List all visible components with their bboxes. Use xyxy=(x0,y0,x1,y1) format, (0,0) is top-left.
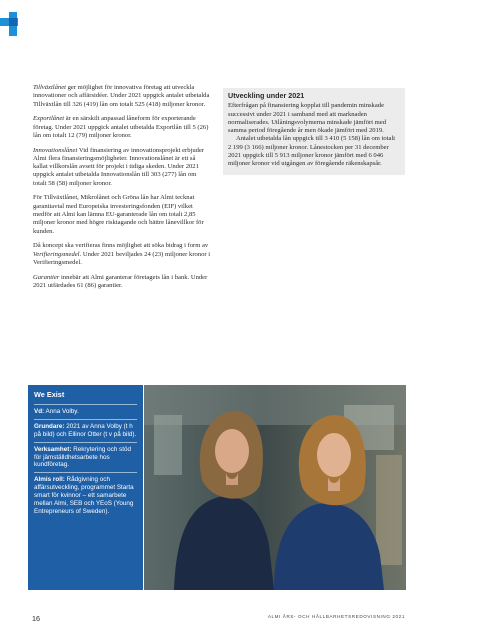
factbox-vd: Vd: Anna Volby. xyxy=(34,407,79,415)
founders-photo xyxy=(144,385,406,590)
development-box-title: Utveckling under 2021 xyxy=(228,91,305,100)
paragraph-tillvaxtlanet: Tillväxtlånet ger möjlighet för innovativa företag att utveckla innovationer och affärsidéer. Under 2021 uppgick antalet utbetalda Tillväxtlån till 326 (419) lån om totalt 525 (418) miljoner kronor. xyxy=(33,84,210,108)
report-footer: ALMI ÅRS- OCH HÅLLBARHETSREDOVISNING 2021 xyxy=(267,614,405,619)
factbox-divider xyxy=(34,404,137,405)
paragraph-exportlanet: Exportlånet är en särskilt anpassad låneform för exporterande företag. Under 2021 uppgick antalet utbetalda Exportlån till 5 (26) lån om totalt 12 (79) miljoner kronor. xyxy=(33,115,209,139)
development-box-p2: Antalet utbetalda lån uppgick till 3 410 (5 158) lån om totalt 2 199 (3 166) miljoner kronor. Lånestocken per 31 december 2021 uppgick till 5 913 miljoner kronor jämfört med 6 046 miljoner kronor vid utgången av föregående räkenskapsår. xyxy=(228,135,396,168)
factbox-title: We Exist xyxy=(34,390,65,399)
right-column xyxy=(223,88,405,175)
body-text-column xyxy=(33,84,211,297)
paragraph-eif-guarantee: För Tillväxtlånet, Mikrolånet och Gröna lån har Almi tecknat garantiavtal med Europeiska investeringsfonden (EIF) vilket medför att Almi kan lämna EU-garanterade lån om totalt 2,85 miljoner kronor med högre risktagande och bättre lånevillkor för kunden. xyxy=(33,194,204,235)
factbox-divider xyxy=(34,442,137,443)
paragraph-garantier: Garantier innebär att Almi garanterar företagets lån i bank. Under 2021 utfärdades 61 (86) garantier. xyxy=(33,273,208,289)
factbox-almis-roll: Almis roll: Rådgivning och affärsutveckling, programmet Starta smart för kvinnor – ett samarbete mellan Almi, SEB och YEoS (Young Entrepreneurs of Sweden). xyxy=(34,476,134,515)
factbox-divider xyxy=(34,472,137,473)
development-box-p1: Efterfrågan på finansiering kopplat till pandemin minskade successivt under 2021 i samband med att marknaden normaliserades. Utlåningsvolymerna minskade jämfört med samma period föregående år men ökade jämfört med 2019. xyxy=(228,102,387,135)
factbox-verksamhet: Verksamhet: Rekrytering och stöd för jämställdhetsarbete hos kundföretag. xyxy=(34,445,131,469)
factbox-grundare: Grundare: 2021 av Anna Volby (t h på bild) och Ellinor Otter (t v på bild). xyxy=(34,422,137,438)
factbox-divider xyxy=(34,419,137,420)
we-exist-factbox xyxy=(28,385,143,590)
paragraph-verifieringsmedel: Då koncept ska verifieras finns möjlighet att söka bidrag i form av Verifieringsmedel. Under 2021 beviljades 24 (23) miljoner kronor i Verifieringsmedel. xyxy=(33,242,211,266)
page-number: 16 xyxy=(32,614,40,623)
almi-logo-mark xyxy=(0,12,24,36)
paragraph-innovationslanet: Innovationslånet Vid finansiering av innovationsprojekt erbjuder Almi flera finansieringsmöjligheter. Innovationslånet är ett så kallat villkorslån avsett för projekt i tidiga skeden. Under 2021 uppgick antalet utbetalda Innovationslån till 303 (277) lån om totalt 58 (58) miljoner kronor. xyxy=(33,146,205,187)
development-box xyxy=(223,88,405,175)
